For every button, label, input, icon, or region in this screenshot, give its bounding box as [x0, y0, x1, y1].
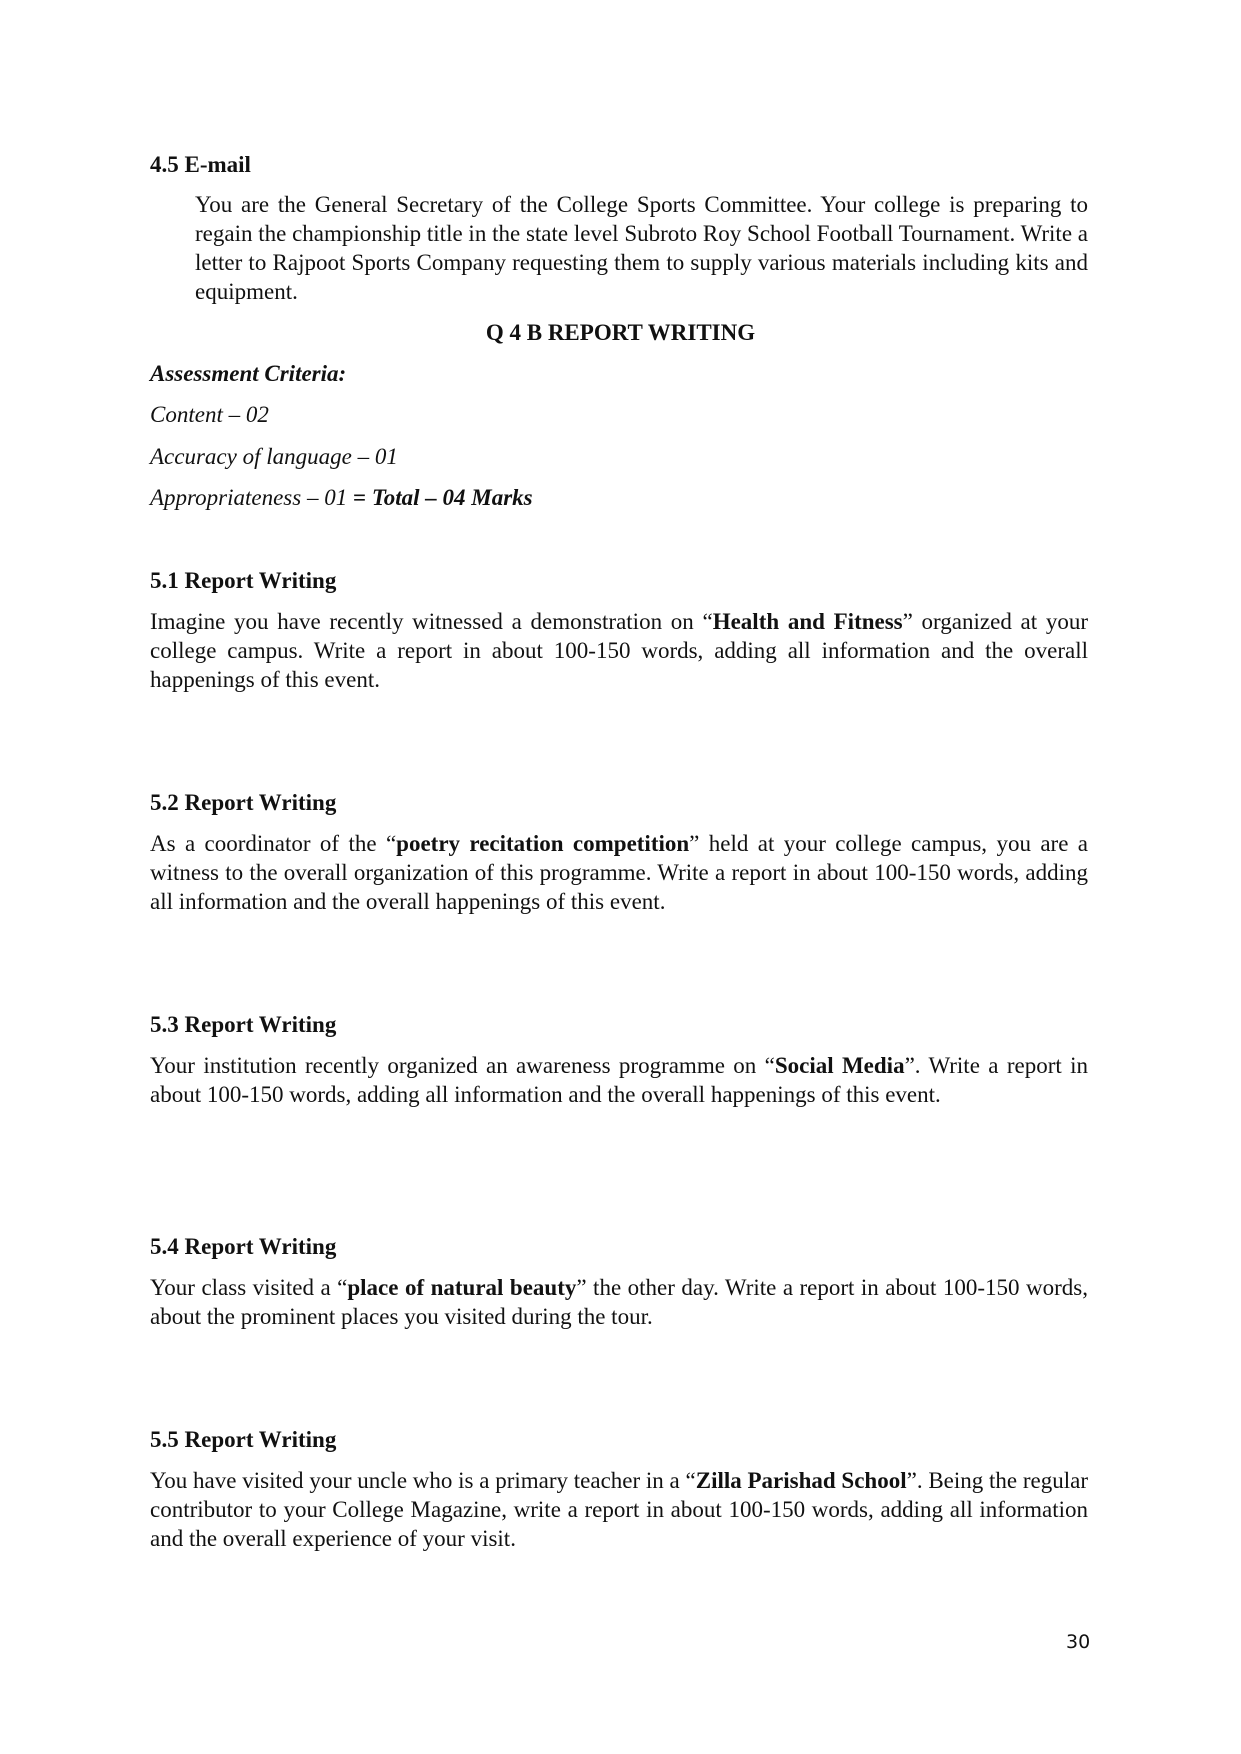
report-title: 5.3 Report Writing: [150, 1012, 337, 1037]
criteria-equals: =: [347, 485, 372, 510]
report-topic: place of natural beauty: [347, 1275, 577, 1300]
report-topic: Zilla Parishad School: [695, 1468, 907, 1493]
report-prompt: As a coordinator of the “poetry recitation competition” held at your college campus, you are a witness to the overall organization of this programme. Write a report in about 100-150 words, adding all information and the overall happenings of this event.: [150, 831, 1088, 914]
section-title-email: 4.5 E-mail: [150, 152, 251, 177]
criteria-appropriateness-line: [150, 484, 533, 512]
criteria-accuracy: Accuracy of language – 01: [150, 444, 398, 469]
report-prompt: You have visited your uncle who is a primary teacher in a “Zilla Parishad School”. Being the regular contributor to your College Magazine, write a report in about 100-150 words, adding all information and the overall experience of your visit.: [150, 1468, 1089, 1551]
report-writing-heading: Q 4 B REPORT WRITING: [485, 320, 756, 345]
report-topic: Health and Fitness: [712, 609, 903, 634]
report-title: 5.2 Report Writing: [150, 790, 337, 815]
report-topic: Social Media: [774, 1053, 905, 1078]
email-prompt: You are the General Secretary of the College Sports Committee. Your college is preparing to regain the championship title in the state level Subroto Roy School Football Tournament. Write a letter to Rajpoot Sports Company requesting them to supply various materials including kits and equipment.: [195, 192, 1088, 304]
report-prompt: Imagine you have recently witnessed a demonstration on “Health and Fitness” organized at your college campus. Write a report in about 100-150 words, adding all information and the overall happenings of this event.: [150, 609, 1088, 692]
assessment-criteria-heading: Assessment Criteria:: [150, 361, 347, 386]
report-title: 5.4 Report Writing: [150, 1234, 337, 1259]
report-prompt: Your institution recently organized an awareness programme on “Social Media”. Write a report in about 100-150 words, adding all information and the overall happenings of this event.: [150, 1053, 1088, 1107]
report-title: 5.1 Report Writing: [150, 568, 337, 593]
report-title: 5.5 Report Writing: [150, 1427, 337, 1452]
report-topic: poetry recitation competition: [396, 831, 690, 856]
report-prompt: Your class visited a “place of natural beauty” the other day. Write a report in about 100-150 words, about the prominent places you visited during the tour.: [150, 1275, 1088, 1329]
criteria-content: Content – 02: [150, 402, 269, 427]
criteria-total: Total – 04 Marks: [371, 485, 533, 510]
page-number: 30: [1066, 1631, 1091, 1653]
criteria-appropriateness: Appropriateness – 01: [150, 485, 348, 510]
